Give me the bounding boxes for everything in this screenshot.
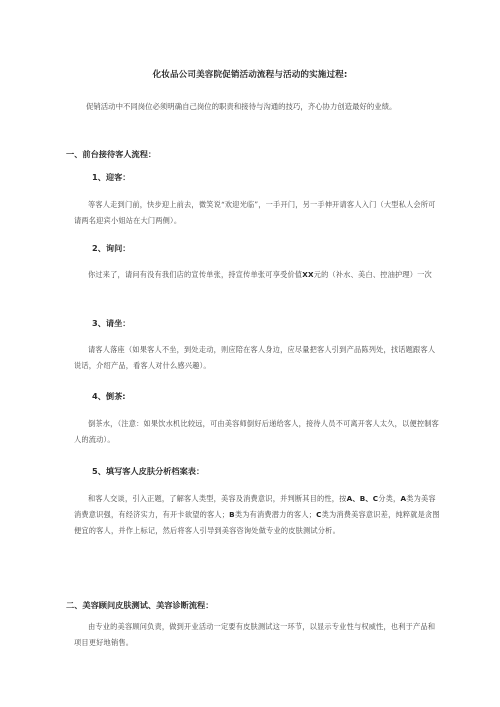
skin-file-text-c: C xyxy=(316,510,322,519)
skin-file-text-part-3: 类为美容消费意识强，有经济实力，有开卡欲望的客人； xyxy=(74,494,436,519)
skin-file-text-b: B xyxy=(229,510,235,519)
skin-file-text-a: A xyxy=(400,494,407,503)
item-text-inquiry xyxy=(74,267,442,283)
intro-paragraph: 促销活动中不同岗位必须明确自己岗位的职责和接待与沟通的技巧，齐心协力创造最好的业绩。 xyxy=(86,102,397,111)
inquiry-text-price: XX xyxy=(302,270,314,279)
item-text-skin-file xyxy=(74,491,442,539)
item-text-greeting: 等客人走到门前，快步迎上前去，微笑说“欢迎光临”，一手开门，另一手伸开请客人入门（大型私人会所可请两名迎宾小姐站在大门两侧）。 xyxy=(74,200,436,225)
skin-file-text-part-4: 类为有消费潜力的客人； xyxy=(234,510,317,519)
item-heading-inquiry: 2、询问： xyxy=(92,243,131,253)
inquiry-text-part-1: 你过来了，请问有没有我们店的宣传单张，持宣传单张可享受价值 xyxy=(88,270,303,279)
section-text-skin-test: 由专业的美容顾问负责，做到开业活动一定要有皮肤测试这一环节，以显示专业性与权威性，也利于产品和项目更好地销售。 xyxy=(74,622,436,647)
item-heading-seat: 3、请坐： xyxy=(92,318,131,328)
item-text-seat: 请客人落座（如果客人不坐，到处走动，则应陪在客人身边，应尽量把客人引到产品陈列处，找话题跟客人说话，介绍产品，看客人对什么感兴趣）。 xyxy=(74,345,436,370)
section-heading-skin-test: 二、美容顾问皮肤测试、美容诊断流程： xyxy=(66,600,214,610)
item-heading-skin-file: 5、填写客人皮肤分析档案表： xyxy=(92,466,205,476)
skin-file-text-part-5: 类为消费美容意识差，纯粹就是贪图便宜的客人，并作上标记，然后将客人引导到美容咨询处做专业的皮肤测试分析。 xyxy=(74,510,440,535)
skin-file-text-abc: A、B、C xyxy=(346,494,379,503)
skin-file-text-part-1: 和客人交谈，引入正题，了解客人类型，美容及消费意识，并判断其目的性，按 xyxy=(88,494,347,503)
item-text-tea: 倒茶水，（注意：如果饮水机比较远，可由美容师倒好后递给客人，接待人员不可离开客人太久，以便控制客人的流动）。 xyxy=(74,419,440,444)
section-heading-reception: 一、前台接待客人流程： xyxy=(66,149,157,159)
skin-file-text-part-2: 分类， xyxy=(378,494,401,503)
item-heading-greeting: 1、迎客： xyxy=(92,172,131,182)
item-heading-tea: 4、倒茶: xyxy=(92,391,126,401)
inquiry-text-part-2: 元的（补水、美白、控油护理）一次 xyxy=(313,270,432,279)
document-title: 化妆品公司美容院促销活动流程与活动的实施过程: xyxy=(152,70,348,80)
